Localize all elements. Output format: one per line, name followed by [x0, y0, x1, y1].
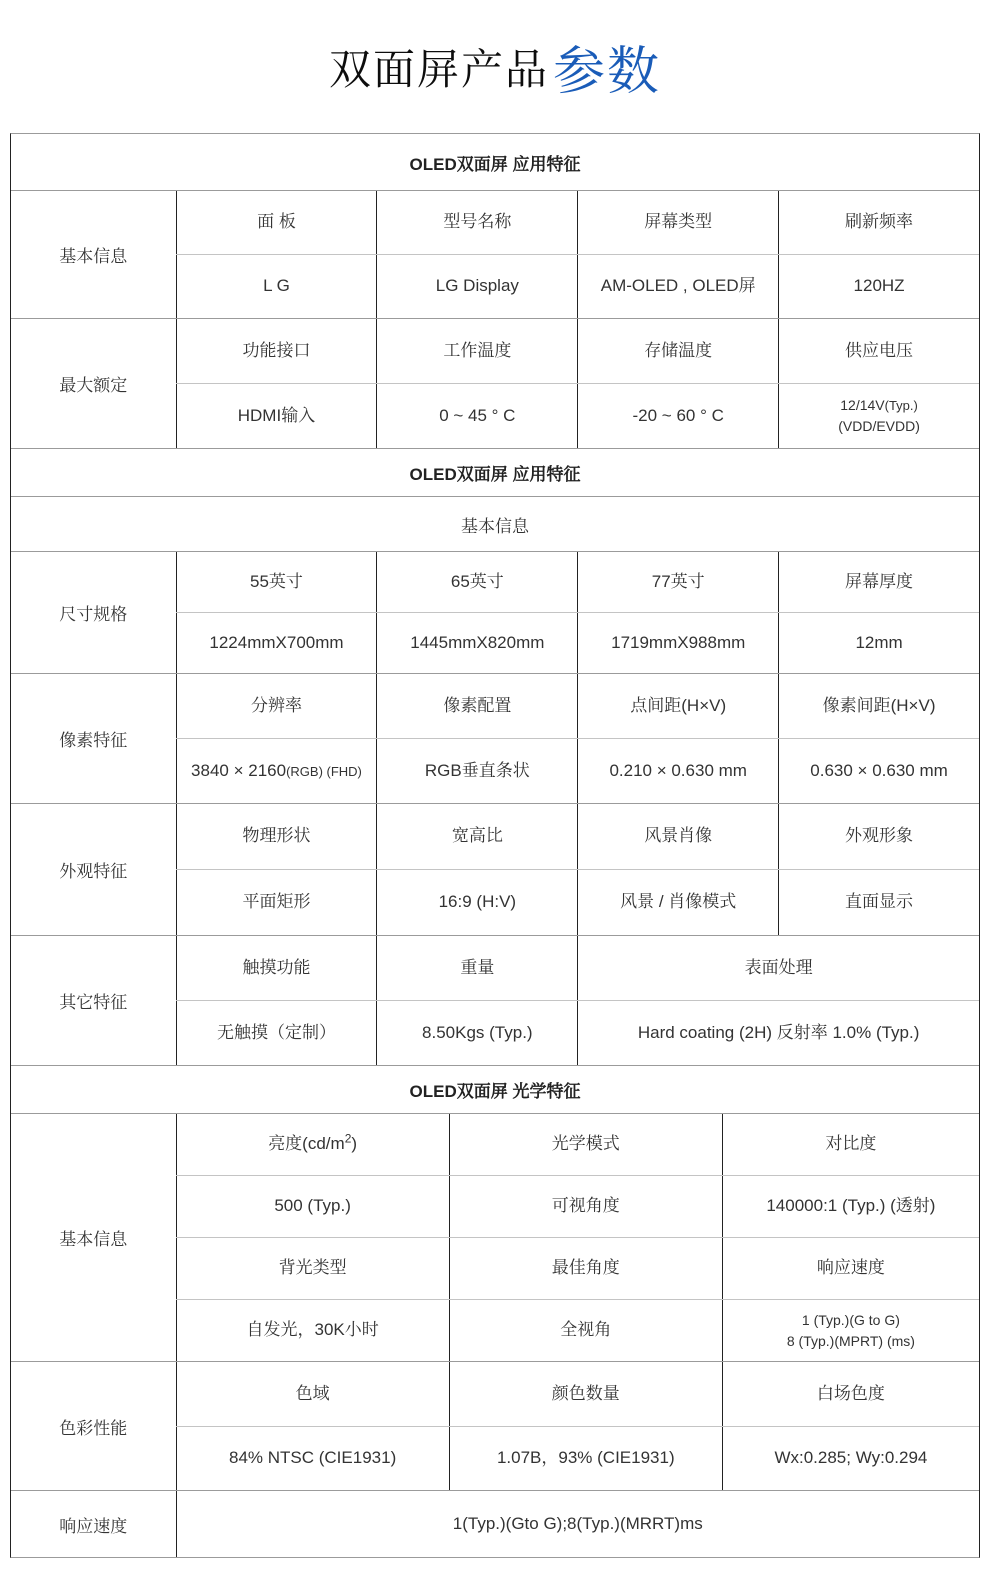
- cell-surface-value: Hard coating (2H) 反射率 1.0% (Typ.): [577, 1001, 979, 1065]
- group-body-response-speed: [176, 1491, 979, 1557]
- page-title-black-text: 双面屏产品: [328, 45, 549, 93]
- cell-thickness-value: 12mm: [778, 613, 979, 673]
- group-response-speed: [11, 1490, 979, 1557]
- cell-voltage-header: 供应电压: [778, 319, 979, 383]
- group-label-response-speed: 响应速度: [59, 1516, 128, 1536]
- cell-look-value: 直面显示: [778, 870, 979, 935]
- cell-dot-pitch-header: 点间距(H×V): [577, 674, 778, 738]
- cell-panel-value: L G: [176, 255, 377, 318]
- cell-storage-temp-header: 存储温度: [577, 319, 778, 383]
- cell-pixel-pitch-header: 像素间距(H×V): [778, 674, 979, 738]
- response-line2: 8 (Typ.)(MPRT) (ms): [786, 1332, 915, 1349]
- group-other-spec: [11, 935, 979, 1065]
- table-row: [176, 1426, 979, 1491]
- cell-contrast-value: 140000:1 (Typ.) (透射): [722, 1176, 979, 1237]
- group-size-spec: [11, 551, 979, 673]
- group-body-basic-info: [176, 191, 979, 318]
- cell-thickness-header: 屏幕厚度: [778, 552, 979, 612]
- cell-color-count-value: 1.07B，93% (CIE1931): [449, 1427, 722, 1491]
- resolution-text: 3840 × 2160(RGB) (FHD): [191, 760, 362, 780]
- cell-aspect-header: 宽高比: [376, 804, 577, 869]
- cell-viewing-angle-label: 可视角度: [449, 1176, 722, 1237]
- cell-work-temp-header: 工作温度: [376, 319, 577, 383]
- cell-pixel-config-header: 像素配置: [376, 674, 577, 738]
- table-row: [176, 1000, 979, 1065]
- cell-77inch-header: 77英寸: [577, 552, 778, 612]
- cell-brightness-header: [176, 1114, 449, 1175]
- page-title-accent-text: 参数: [553, 43, 662, 101]
- table-row: [176, 1237, 979, 1299]
- response-line1: 1 (Typ.)(G to G): [801, 1312, 900, 1329]
- group-body-other: [176, 936, 979, 1065]
- cell-55inch-value: 1224mmX700mm: [176, 613, 377, 673]
- cell-resolution-value: [176, 739, 377, 803]
- group-body-size-spec: [176, 552, 979, 673]
- cell-response-value: [722, 1300, 979, 1361]
- group-body-color-performance: [176, 1362, 979, 1490]
- cell-touch-header: 触摸功能: [176, 936, 377, 1000]
- group-label-max-rating: 最大额定: [59, 376, 128, 395]
- group-label-appearance: 外观特征: [59, 862, 128, 881]
- voltage-line1: 12/14V(Typ.): [840, 397, 918, 414]
- group-label-other: 其它特征: [59, 993, 128, 1012]
- cell-resolution-header: 分辨率: [176, 674, 377, 738]
- cell-interface-value: HDMI输入: [176, 384, 377, 448]
- table-row: [176, 191, 979, 254]
- brightness-unit-text: 亮度$(cd/m^2)$: [268, 1131, 358, 1154]
- cell-55inch-header: 55英寸: [176, 552, 377, 612]
- group-body-appearance: [176, 804, 979, 935]
- table-row: [176, 936, 979, 1000]
- cell-weight-value: 8.50Kgs (Typ.): [376, 1001, 577, 1065]
- cell-look-header: 外观形象: [778, 804, 979, 869]
- group-body-pixel-spec: [176, 674, 979, 803]
- cell-screen-type-value: AM-OLED , OLED屏: [577, 255, 778, 318]
- table-row: [176, 254, 979, 318]
- page-title: [0, 0, 990, 133]
- group-body-max-rating: [176, 319, 979, 448]
- cell-weight-header: 重量: [376, 936, 577, 1000]
- table-row: [176, 869, 979, 935]
- section-header-application-1: OLED双面屏 应用特征: [409, 154, 581, 174]
- table-row: [176, 1175, 979, 1237]
- cell-voltage-value: [778, 384, 979, 448]
- cell-refresh-value: 120HZ: [778, 255, 979, 318]
- cell-white-point-value: Wx:0.285; Wy:0.294: [722, 1427, 979, 1491]
- cell-panel-header: 面 板: [176, 191, 377, 254]
- cell-best-angle-header: 最佳角度: [449, 1238, 722, 1299]
- cell-screen-type-header: 屏幕类型: [577, 191, 778, 254]
- cell-brightness-value: 500 (Typ.): [176, 1176, 449, 1237]
- table-row: [176, 674, 979, 738]
- cell-model-value: LG Display: [376, 255, 577, 318]
- cell-storage-temp-value: -20 ~ 60 ° C: [577, 384, 778, 448]
- cell-surface-header: 表面处理: [577, 936, 979, 1000]
- cell-pixel-pitch-value: 0.630 × 0.630 mm: [778, 739, 979, 803]
- table-row: [176, 552, 979, 612]
- cell-gamut-value: 84% NTSC (CIE1931): [176, 1427, 449, 1491]
- group-label-optical-basic: 基本信息: [59, 1230, 128, 1249]
- table-row: [176, 319, 979, 383]
- cell-shape-value: 平面矩形: [176, 870, 377, 935]
- cell-touch-value: 无触摸（定制）: [176, 1001, 377, 1065]
- cell-77inch-value: 1719mmX988mm: [577, 613, 778, 673]
- table-row: [176, 738, 979, 803]
- cell-refresh-header: 刷新频率: [778, 191, 979, 254]
- table-row: [176, 1114, 979, 1175]
- group-max-rating: [11, 318, 979, 448]
- group-label-color-performance: 色彩性能: [59, 1418, 128, 1438]
- group-optical-basic: [11, 1113, 979, 1361]
- cell-gamut-header: 色域: [176, 1362, 449, 1426]
- group-color-performance: [11, 1361, 979, 1490]
- cell-orientation-header: 风景肖像: [577, 804, 778, 869]
- cell-65inch-header: 65英寸: [376, 552, 577, 612]
- table-row: [176, 1362, 979, 1426]
- group-label-basic-info: 基本信息: [59, 247, 128, 266]
- group-body-optical-basic: [176, 1114, 979, 1361]
- cell-orientation-value: 风景 / 肖像模式: [577, 870, 778, 935]
- cell-work-temp-value: 0 ~ 45 ° C: [376, 384, 577, 448]
- group-basic-info: [11, 190, 979, 318]
- cell-color-count-header: 颜色数量: [449, 1362, 722, 1426]
- cell-response-header: 响应速度: [722, 1238, 979, 1299]
- cell-65inch-value: 1445mmX820mm: [376, 613, 577, 673]
- group-appearance-spec: [11, 803, 979, 935]
- cell-aspect-value: 16:9 (H:V): [376, 870, 577, 935]
- group-label-size-spec: 尺寸规格: [59, 605, 128, 624]
- group-pixel-spec: [11, 673, 979, 803]
- spec-table: [10, 133, 980, 1558]
- table-row: [176, 1299, 979, 1361]
- section-header-application-2: OLED双面屏 应用特征: [11, 448, 979, 496]
- cell-interface-header: 功能接口: [176, 319, 377, 383]
- table-row: [176, 612, 979, 673]
- cell-optical-mode-header: 光学模式: [449, 1114, 722, 1175]
- cell-model-header: 型号名称: [376, 191, 577, 254]
- cell-contrast-header: 对比度: [722, 1114, 979, 1175]
- cell-backlight-header: 背光类型: [176, 1238, 449, 1299]
- section-header-optical: OLED双面屏 光学特征: [11, 1065, 979, 1113]
- cell-dot-pitch-value: 0.210 × 0.630 mm: [577, 739, 778, 803]
- table-row: [176, 383, 979, 448]
- group-label-pixel-spec: 像素特征: [59, 731, 128, 750]
- cell-full-view-value: 全视角: [449, 1300, 722, 1361]
- voltage-line2: (VDD/EVDD): [838, 418, 920, 435]
- cell-response-speed-value: 1(Typ.)(Gto G);8(Typ.)(MRRT)ms: [176, 1491, 979, 1557]
- cell-white-point-header: 白场色度: [722, 1362, 979, 1426]
- cell-shape-header: 物理形状: [176, 804, 377, 869]
- section-header-basic: 基本信息: [11, 496, 979, 551]
- table-row: [176, 804, 979, 869]
- cell-pixel-config-value: RGB垂直条状: [376, 739, 577, 803]
- cell-backlight-value: 自发光，30K小时: [176, 1300, 449, 1361]
- table-row: [176, 1491, 979, 1557]
